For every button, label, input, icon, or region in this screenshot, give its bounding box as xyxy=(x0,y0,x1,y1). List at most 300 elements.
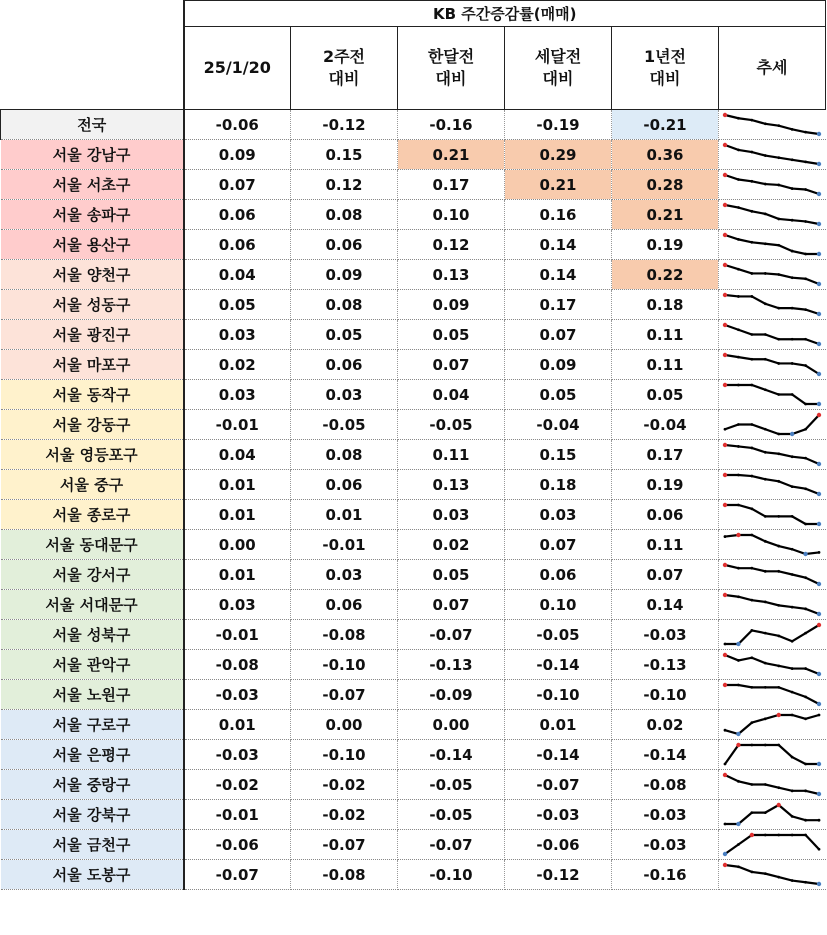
trend-point xyxy=(751,151,754,154)
value-cell: -0.07 xyxy=(398,620,505,650)
value-cell: 0.05 xyxy=(398,320,505,350)
trend-point xyxy=(791,307,794,310)
trend-line xyxy=(725,295,819,314)
value-cell: -0.02 xyxy=(291,770,398,800)
trend-max-marker xyxy=(723,683,727,687)
trend-point xyxy=(737,659,740,662)
trend-point xyxy=(751,119,754,122)
trend-line xyxy=(725,445,819,464)
value-cell: -0.06 xyxy=(184,830,291,860)
trend-line xyxy=(725,265,819,284)
trend-sparkline xyxy=(722,831,822,858)
trend-point xyxy=(764,872,767,875)
trend-point xyxy=(764,358,767,361)
trend-point xyxy=(737,384,740,387)
trend-point xyxy=(724,763,727,766)
value-cell: -0.13 xyxy=(398,650,505,680)
trend-point xyxy=(724,535,727,538)
trend-point xyxy=(751,447,754,450)
value-cell: 0.14 xyxy=(505,260,612,290)
table-row xyxy=(1,740,826,770)
trend-max-marker xyxy=(723,203,727,207)
trend-cell xyxy=(719,680,826,710)
trend-point xyxy=(778,362,781,365)
value-cell: 0.19 xyxy=(612,470,719,500)
trend-point xyxy=(778,156,781,159)
value-cell: 0.14 xyxy=(612,590,719,620)
trend-point xyxy=(764,515,767,518)
trend-max-marker xyxy=(777,803,781,807)
trend-point xyxy=(751,871,754,874)
trend-point xyxy=(737,843,740,846)
trend-point xyxy=(791,756,794,759)
trend-point xyxy=(751,475,754,478)
value-cell: 0.06 xyxy=(291,350,398,380)
trend-point xyxy=(778,307,781,310)
trend-point xyxy=(791,158,794,161)
table-row xyxy=(1,830,826,860)
value-cell: 0.09 xyxy=(291,260,398,290)
value-cell: 0.06 xyxy=(612,500,719,530)
value-cell: -0.04 xyxy=(612,410,719,440)
trend-point xyxy=(724,729,727,732)
trend-point xyxy=(791,815,794,818)
trend-point xyxy=(804,523,807,526)
trend-point xyxy=(778,338,781,341)
trend-max-marker xyxy=(817,623,821,627)
trend-point xyxy=(764,478,767,481)
trend-point xyxy=(804,607,807,610)
trend-sparkline xyxy=(722,591,822,618)
table-row xyxy=(1,440,826,470)
trend-sparkline xyxy=(722,651,822,678)
trend-point xyxy=(791,548,794,551)
trend-point xyxy=(818,551,821,554)
trend-point xyxy=(751,721,754,724)
value-cell: 0.06 xyxy=(291,470,398,500)
trend-cell xyxy=(719,620,826,650)
trend-point xyxy=(804,457,807,460)
trend-point xyxy=(804,717,807,720)
value-cell: 0.11 xyxy=(612,350,719,380)
trend-line xyxy=(725,535,819,554)
trend-point xyxy=(791,573,794,576)
table-row xyxy=(1,650,826,680)
table-row xyxy=(1,410,826,440)
trend-sparkline xyxy=(722,351,822,378)
trend-cell xyxy=(719,560,826,590)
value-cell: -0.02 xyxy=(291,800,398,830)
trend-max-marker xyxy=(736,743,740,747)
trend-sparkline xyxy=(722,441,822,468)
trend-point xyxy=(751,272,754,275)
value-cell: 0.11 xyxy=(398,440,505,470)
trend-sparkline xyxy=(722,231,822,258)
trend-point xyxy=(737,474,740,477)
value-cell: 0.18 xyxy=(505,470,612,500)
trend-max-marker xyxy=(723,863,727,867)
value-cell: -0.12 xyxy=(505,860,612,890)
trend-point xyxy=(804,364,807,367)
trend-point xyxy=(751,599,754,602)
column-header xyxy=(612,27,719,110)
trend-cell xyxy=(719,650,826,680)
corner-cell xyxy=(1,1,184,110)
trend-sparkline xyxy=(722,861,822,888)
trend-point xyxy=(778,184,781,187)
column-header-line1: 추세 xyxy=(756,58,788,77)
trend-point xyxy=(804,220,807,223)
value-cell: -0.08 xyxy=(184,650,291,680)
value-cell: 0.07 xyxy=(398,350,505,380)
trend-point xyxy=(778,664,781,667)
trend-min-marker xyxy=(817,582,821,586)
trend-cell xyxy=(719,830,826,860)
trend-point xyxy=(804,834,807,837)
trend-point xyxy=(804,789,807,792)
column-header-line2: 대비 xyxy=(542,69,574,88)
trend-point xyxy=(818,819,821,822)
trend-point xyxy=(818,848,821,851)
value-cell: 0.00 xyxy=(398,710,505,740)
trend-point xyxy=(778,686,781,689)
value-cell: 0.07 xyxy=(612,560,719,590)
table-row xyxy=(1,320,826,350)
trend-point xyxy=(804,277,807,280)
trend-point xyxy=(737,268,740,271)
trend-point xyxy=(791,485,794,488)
trend-point xyxy=(764,686,767,689)
value-cell: 0.03 xyxy=(291,560,398,590)
trend-sparkline xyxy=(722,471,822,498)
trend-sparkline xyxy=(722,531,822,558)
trend-min-marker xyxy=(817,762,821,766)
trend-point xyxy=(791,276,794,279)
region-name: 서울 성북구 xyxy=(1,620,184,650)
trend-max-marker xyxy=(777,713,781,717)
value-cell: -0.21 xyxy=(612,110,719,140)
region-name: 서울 성동구 xyxy=(1,290,184,320)
column-header-line1: 한달전 xyxy=(427,47,475,66)
trend-point xyxy=(737,595,740,598)
trend-point xyxy=(804,160,807,163)
trend-point xyxy=(751,783,754,786)
trend-point xyxy=(804,819,807,822)
trend-point xyxy=(791,667,794,670)
value-cell: 0.05 xyxy=(291,320,398,350)
trend-cell xyxy=(719,200,826,230)
value-cell: 0.10 xyxy=(505,590,612,620)
trend-cell xyxy=(719,350,826,380)
trend-point xyxy=(737,865,740,868)
region-name: 서울 중구 xyxy=(1,470,184,500)
trend-point xyxy=(778,124,781,127)
table-row xyxy=(1,200,826,230)
value-cell: -0.03 xyxy=(184,740,291,770)
trend-point xyxy=(764,428,767,431)
value-cell: 0.12 xyxy=(291,170,398,200)
trend-point xyxy=(737,149,740,152)
trend-point xyxy=(737,117,740,120)
region-name: 서울 관악구 xyxy=(1,650,184,680)
trend-point xyxy=(764,811,767,814)
column-header-line2: 대비 xyxy=(435,69,467,88)
value-cell: 0.03 xyxy=(184,590,291,620)
region-name: 서울 강동구 xyxy=(1,410,184,440)
value-cell: -0.12 xyxy=(291,110,398,140)
trend-point xyxy=(791,393,794,396)
trend-point xyxy=(751,241,754,244)
trend-point xyxy=(791,187,794,190)
value-cell: 0.21 xyxy=(505,170,612,200)
value-cell: -0.08 xyxy=(291,860,398,890)
region-name: 서울 종로구 xyxy=(1,500,184,530)
trend-cell xyxy=(719,740,826,770)
region-name: 서울 동작구 xyxy=(1,380,184,410)
value-cell: 0.10 xyxy=(398,200,505,230)
value-cell: 0.00 xyxy=(184,530,291,560)
trend-point xyxy=(737,504,740,507)
value-cell: 0.17 xyxy=(612,440,719,470)
column-header-line2: 대비 xyxy=(649,69,681,88)
trend-sparkline xyxy=(722,771,822,798)
column-header xyxy=(291,27,398,110)
trend-line xyxy=(725,325,819,344)
trend-line xyxy=(725,175,819,194)
trend-point xyxy=(791,834,794,837)
value-cell: -0.01 xyxy=(184,410,291,440)
trend-max-marker xyxy=(723,293,727,297)
value-cell: -0.03 xyxy=(184,680,291,710)
column-header-line1: 세달전 xyxy=(534,47,582,66)
trend-point xyxy=(804,695,807,698)
trend-sparkline xyxy=(722,681,822,708)
trend-min-marker xyxy=(736,732,740,736)
value-cell: -0.02 xyxy=(184,770,291,800)
column-header xyxy=(505,27,612,110)
trend-point xyxy=(751,744,754,747)
value-cell: 0.09 xyxy=(184,140,291,170)
column-header-line1: 25/1/20 xyxy=(203,58,271,77)
region-name: 서울 구로구 xyxy=(1,710,184,740)
trend-min-marker xyxy=(817,312,821,316)
trend-min-marker xyxy=(817,702,821,706)
trend-min-marker xyxy=(817,132,821,136)
value-cell: 0.06 xyxy=(184,230,291,260)
trend-cell xyxy=(719,710,826,740)
region-name: 서울 용산구 xyxy=(1,230,184,260)
trend-point xyxy=(751,423,754,426)
trend-point xyxy=(804,428,807,431)
trend-min-marker xyxy=(817,372,821,376)
trend-point xyxy=(737,206,740,209)
value-cell: 0.04 xyxy=(398,380,505,410)
value-cell: 0.04 xyxy=(184,440,291,470)
trend-point xyxy=(737,356,740,359)
value-cell: -0.06 xyxy=(505,830,612,860)
trend-min-marker xyxy=(817,252,821,256)
value-cell: 0.03 xyxy=(184,380,291,410)
region-name: 서울 서초구 xyxy=(1,170,184,200)
trend-cell xyxy=(719,470,826,500)
value-cell: -0.05 xyxy=(291,410,398,440)
value-cell: -0.09 xyxy=(398,680,505,710)
trend-point xyxy=(791,879,794,882)
trend-max-marker xyxy=(736,533,740,537)
region-name: 서울 마포구 xyxy=(1,350,184,380)
value-cell: 0.16 xyxy=(505,200,612,230)
trend-point xyxy=(791,691,794,694)
value-cell: -0.08 xyxy=(612,770,719,800)
trend-point xyxy=(791,606,794,609)
trend-point xyxy=(778,433,781,436)
region-name: 서울 강서구 xyxy=(1,560,184,590)
trend-cell xyxy=(719,440,826,470)
value-cell: 0.19 xyxy=(612,230,719,260)
trend-point xyxy=(764,744,767,747)
value-cell: -0.01 xyxy=(291,530,398,560)
region-name: 서울 서대문구 xyxy=(1,590,184,620)
trend-point xyxy=(764,242,767,245)
table-row xyxy=(1,140,826,170)
trend-cell xyxy=(719,140,826,170)
trend-point xyxy=(764,570,767,573)
trend-point xyxy=(737,567,740,570)
value-cell: 0.01 xyxy=(184,560,291,590)
table-row xyxy=(1,710,826,740)
value-cell: -0.03 xyxy=(612,620,719,650)
region-name: 서울 동대문구 xyxy=(1,530,184,560)
trend-sparkline xyxy=(722,321,822,348)
trend-point xyxy=(804,632,807,635)
region-name: 서울 강남구 xyxy=(1,140,184,170)
table-row xyxy=(1,680,826,710)
trend-max-marker xyxy=(723,773,727,777)
trend-cell xyxy=(719,530,826,560)
region-name: 서울 송파구 xyxy=(1,200,184,230)
trend-cell xyxy=(719,410,826,440)
trend-sparkline xyxy=(722,171,822,198)
trend-point xyxy=(751,567,754,570)
region-name: 서울 노원구 xyxy=(1,680,184,710)
trend-max-marker xyxy=(723,653,727,657)
value-cell: 0.02 xyxy=(398,530,505,560)
value-cell: 0.05 xyxy=(398,560,505,590)
value-cell: -0.03 xyxy=(612,830,719,860)
trend-sparkline xyxy=(722,621,822,648)
value-cell: -0.06 xyxy=(184,110,291,140)
trend-point xyxy=(764,601,767,604)
trend-point xyxy=(737,684,740,687)
trend-point xyxy=(737,178,740,181)
trend-sparkline xyxy=(722,801,822,828)
trend-point xyxy=(764,388,767,391)
value-cell: 0.01 xyxy=(505,710,612,740)
trend-point xyxy=(764,154,767,157)
trend-point xyxy=(778,273,781,276)
trend-point xyxy=(764,540,767,543)
table-row xyxy=(1,350,826,380)
region-name: 서울 영등포구 xyxy=(1,440,184,470)
trend-sparkline xyxy=(722,501,822,528)
trend-point xyxy=(778,834,781,837)
trend-point xyxy=(804,338,807,341)
value-cell: -0.07 xyxy=(291,680,398,710)
trend-point xyxy=(804,188,807,191)
value-cell: -0.08 xyxy=(291,620,398,650)
value-cell: 0.03 xyxy=(291,380,398,410)
value-cell: -0.01 xyxy=(184,800,291,830)
value-cell: -0.16 xyxy=(612,860,719,890)
table-row xyxy=(1,590,826,620)
trend-sparkline xyxy=(722,561,822,588)
region-name: 서울 중랑구 xyxy=(1,770,184,800)
trend-min-marker xyxy=(736,822,740,826)
value-cell: 0.02 xyxy=(612,710,719,740)
trend-point xyxy=(751,629,754,632)
trend-point xyxy=(804,667,807,670)
trend-min-marker xyxy=(790,432,794,436)
trend-point xyxy=(791,219,794,222)
table-row xyxy=(1,500,826,530)
table-row xyxy=(1,860,826,890)
value-cell: -0.14 xyxy=(398,740,505,770)
trend-point xyxy=(724,428,727,431)
trend-min-marker xyxy=(817,492,821,496)
trend-sparkline xyxy=(722,741,822,768)
trend-min-marker xyxy=(817,222,821,226)
value-cell: -0.05 xyxy=(505,620,612,650)
trend-point xyxy=(791,250,794,253)
column-header xyxy=(719,27,826,110)
trend-sparkline xyxy=(722,141,822,168)
trend-min-marker xyxy=(817,792,821,796)
table-row xyxy=(1,230,826,260)
trend-cell xyxy=(719,320,826,350)
table-row xyxy=(1,260,826,290)
trend-point xyxy=(778,786,781,789)
value-cell: 0.08 xyxy=(291,290,398,320)
value-cell: 0.11 xyxy=(612,530,719,560)
value-cell: 0.03 xyxy=(505,500,612,530)
value-cell: 0.01 xyxy=(184,710,291,740)
trend-point xyxy=(764,212,767,215)
trend-cell xyxy=(719,770,826,800)
value-cell: -0.05 xyxy=(398,410,505,440)
value-cell: -0.14 xyxy=(505,650,612,680)
trend-point xyxy=(778,452,781,455)
trend-point xyxy=(804,131,807,134)
trend-cell xyxy=(719,170,826,200)
trend-line xyxy=(725,385,819,404)
trend-min-marker xyxy=(723,852,727,856)
trend-point xyxy=(791,640,794,643)
table-row xyxy=(1,290,826,320)
value-cell: 0.13 xyxy=(398,260,505,290)
trend-min-marker xyxy=(817,612,821,616)
trend-min-marker xyxy=(817,342,821,346)
value-cell: 0.01 xyxy=(291,500,398,530)
trend-min-marker xyxy=(817,282,821,286)
trend-point xyxy=(764,783,767,786)
trend-point xyxy=(764,834,767,837)
table-row xyxy=(1,530,826,560)
trend-point xyxy=(751,358,754,361)
trend-point xyxy=(778,604,781,607)
value-cell: 0.12 xyxy=(398,230,505,260)
trend-cell xyxy=(719,110,826,140)
trend-max-marker xyxy=(723,353,727,357)
